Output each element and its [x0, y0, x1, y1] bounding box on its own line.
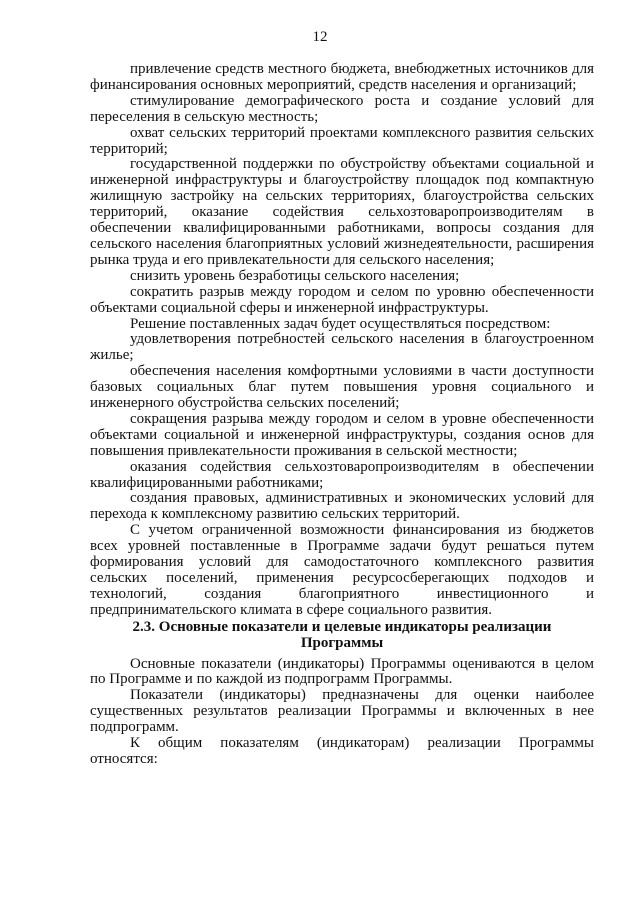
paragraph: Основные показатели (индикаторы) Программы оцениваются в целом по Программе и по каждой из подпрограмм Программы. — [90, 655, 594, 688]
paragraph: удовлетворения потребностей сельского населения в благоустроенном жилье; — [90, 331, 594, 364]
paragraph: сократить разрыв между городом и селом по уровню обеспеченности объектами социальной сферы и инженерной инфраструктуры. — [90, 283, 594, 316]
paragraph: К общим показателям (индикаторам) реализации Программы относятся: — [90, 735, 594, 767]
paragraph: оказания содействия сельхозтоваропроизводителям в обеспечении квалифицированными работниками; — [90, 458, 594, 491]
paragraph: охват сельских территорий проектами комплексного развития сельских территорий; — [90, 124, 594, 157]
paragraph: С учетом ограниченной возможности финансирования из бюджетов всех уровней поставленные в Программе задачи будут решаться путем формирования условий для самодостаточного комплексного развития сельских поселений, применения ресурсосберегающих подходов и технологий, создания благоприятного инвестиционного и предпринимательского климата в сфере социального развития. — [90, 522, 594, 618]
paragraph: стимулирование демографического роста и создание условий для переселения в сельскую местность; — [90, 92, 594, 125]
paragraph: Решение поставленных задач будет осуществляться посредством: — [130, 315, 551, 332]
paragraph: обеспечения населения комфортными условиями в части доступности базовых социальных благ путем повышения уровня социального и инженерного обустройства сельских поселений; — [90, 363, 594, 412]
paragraph: создания правовых, административных и экономических условий для перехода к комплексному развитию сельских территорий. — [90, 490, 594, 523]
paragraph: Показатели (индикаторы) предназначены для оценки наиболее существенных результатов реализации Программы и включенных в нее подпрограмм. — [90, 687, 594, 736]
document-body — [90, 62, 594, 768]
section-heading: 2.3. Основные показатели и целевые индикаторы реализации Программы — [132, 618, 552, 651]
page-number: 12 — [312, 29, 328, 45]
paragraph: снизить уровень безработицы сельского населения; — [130, 267, 460, 284]
paragraph: привлечение средств местного бюджета, внебюджетных источников для финансирования основных мероприятий, средств населения и организаций; — [90, 61, 594, 93]
paragraph: государственной поддержки по обустройству объектами социальной и инженерной инфраструктуры и благоустройству площадок под компактную жилищную застройку на сельских территориях, благоустройства сельских территорий, оказание содействия сельхозтоваропроизводителям в обеспечении квалифицированными работниками, вопросы создания для сельского населения благоприятных условий жизнедеятельности, расширения рынка труда и его привлекательности для сельского населения; — [90, 156, 594, 268]
paragraph: сокращения разрыва между городом и селом в уровне обеспеченности объектами социальной и инженерной инфраструктуры, создания основ для повышения привлекательности проживания в сельской местности; — [90, 410, 594, 459]
